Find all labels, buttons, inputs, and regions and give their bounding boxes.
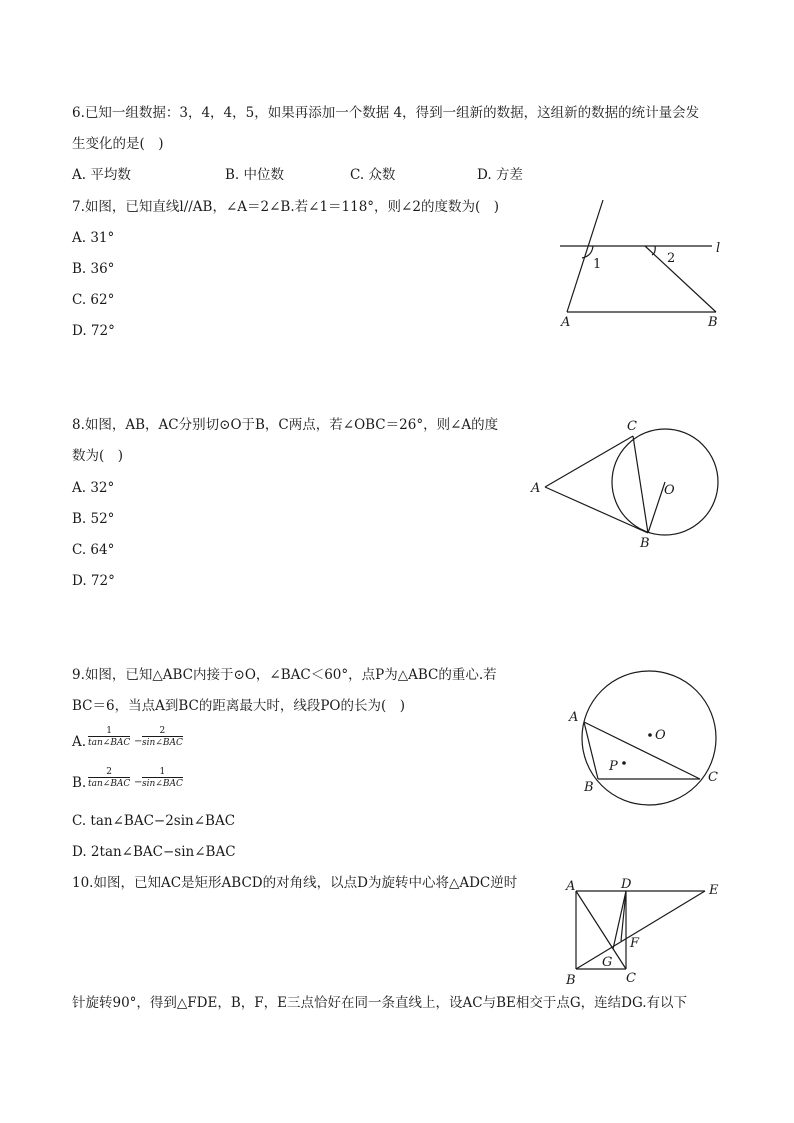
q9-option-c: C. tan∠BAC−2sin∠BAC bbox=[72, 813, 236, 829]
q7-label-1: 1 bbox=[593, 257, 602, 272]
q6-option-a: A. 平均数 bbox=[72, 167, 131, 183]
q9-option-a-prefix: A. bbox=[72, 734, 87, 750]
q10-stem-line1: 10.如图，已知AC是矩形ABCD的对角线，以点D为旋转中心将△ADC逆时 bbox=[72, 875, 518, 891]
q7-option-b: B. 36° bbox=[72, 261, 115, 277]
q10-label-c: C bbox=[626, 971, 636, 986]
q9-stem-line1: 9.如图，已知△ABC内接于⊙O，∠BAC＜60°，点P为△ABC的重心.若 bbox=[72, 667, 497, 683]
q9-option-a-num1: 1 bbox=[106, 726, 113, 736]
q8-option-b: B. 52° bbox=[72, 511, 115, 527]
q9-option-a-num2: 2 bbox=[159, 726, 166, 736]
q7-label-2: 2 bbox=[667, 251, 676, 266]
q10-label-d: D bbox=[621, 877, 632, 892]
q9-label-c: C bbox=[708, 770, 718, 785]
q10-label-b: B bbox=[566, 973, 576, 988]
q7-option-d: D. 72° bbox=[72, 323, 115, 339]
q6-stem-line1: 6.已知一组数据：3，4，4，5，如果再添加一个数据 4，得到一组新的数据，这组新的数据的统计量会发 bbox=[72, 105, 700, 121]
q9-label-p: P bbox=[609, 759, 618, 774]
q9-label-a: A bbox=[569, 710, 579, 725]
q6-stem-line2: 生变化的是( ) bbox=[72, 136, 164, 152]
q10-diagonal-ac bbox=[576, 891, 626, 969]
q9-label-b: B bbox=[584, 780, 594, 795]
q10-label-g: G bbox=[602, 955, 613, 970]
q7-label-b: B bbox=[708, 315, 718, 330]
q10-stem-line2: 针旋转90°，得到△FDE，B，F，E三点恰好在同一条直线上，设AC与BE相交于点G，连结DG.有以下 bbox=[72, 995, 688, 1011]
q10-label-f: F bbox=[630, 936, 640, 951]
q9-option-b-prefix: B. bbox=[72, 775, 87, 791]
q8-stem-line2: 数为( ) bbox=[72, 448, 124, 464]
q9-option-b-num2: 1 bbox=[159, 767, 166, 777]
q8-label-a: A bbox=[531, 481, 541, 496]
q9-option-a-minus: − bbox=[134, 736, 143, 747]
q7-label-a: A bbox=[561, 315, 571, 330]
q9-stem-line2: BC＝6，当点A到BC的距离最大时，线段PO的长为( ) bbox=[72, 698, 406, 714]
q6-option-b: B. 中位数 bbox=[225, 167, 285, 183]
q9-option-a-den1: tan∠BAC bbox=[88, 738, 131, 748]
q10-label-a: A bbox=[566, 879, 576, 894]
q7-option-c: C. 62° bbox=[72, 292, 115, 308]
q8-option-c: C. 64° bbox=[72, 542, 115, 558]
q6-option-d: D. 方差 bbox=[477, 167, 523, 183]
q7-option-a: A. 31° bbox=[72, 230, 115, 246]
q10-line-be bbox=[576, 891, 705, 969]
q9-option-d: D. 2tan∠BAC−sin∠BAC bbox=[72, 844, 236, 860]
q7-label-l: l bbox=[716, 241, 721, 256]
q9-option-b-den1: tan∠BAC bbox=[88, 779, 131, 789]
q8-label-c: C bbox=[627, 419, 637, 434]
q9-option-a-den2: sin∠BAC bbox=[142, 738, 183, 748]
q7-stem: 7.如图，已知直线l//AB，∠A＝2∠B.若∠1＝118°，则∠2的度数为( ) bbox=[72, 199, 499, 215]
q6-option-c: C. 众数 bbox=[350, 167, 396, 183]
q10-label-e: E bbox=[709, 883, 719, 898]
q8-option-a: A. 32° bbox=[72, 480, 115, 496]
q8-option-d: D. 72° bbox=[72, 573, 115, 589]
q10-segment-df bbox=[621, 891, 626, 941]
q9-option-b-num1: 2 bbox=[106, 767, 113, 777]
q9-option-b-minus: − bbox=[134, 777, 143, 788]
q8-stem-line1: 8.如图，AB，AC分别切⊙O于B，C两点，若∠OBC＝26°，则∠A的度 bbox=[72, 417, 499, 433]
q9-label-o: O bbox=[655, 728, 666, 743]
q8-label-b: B bbox=[640, 536, 650, 551]
q8-label-o: O bbox=[664, 483, 675, 498]
q9-option-b-den2: sin∠BAC bbox=[142, 779, 183, 789]
